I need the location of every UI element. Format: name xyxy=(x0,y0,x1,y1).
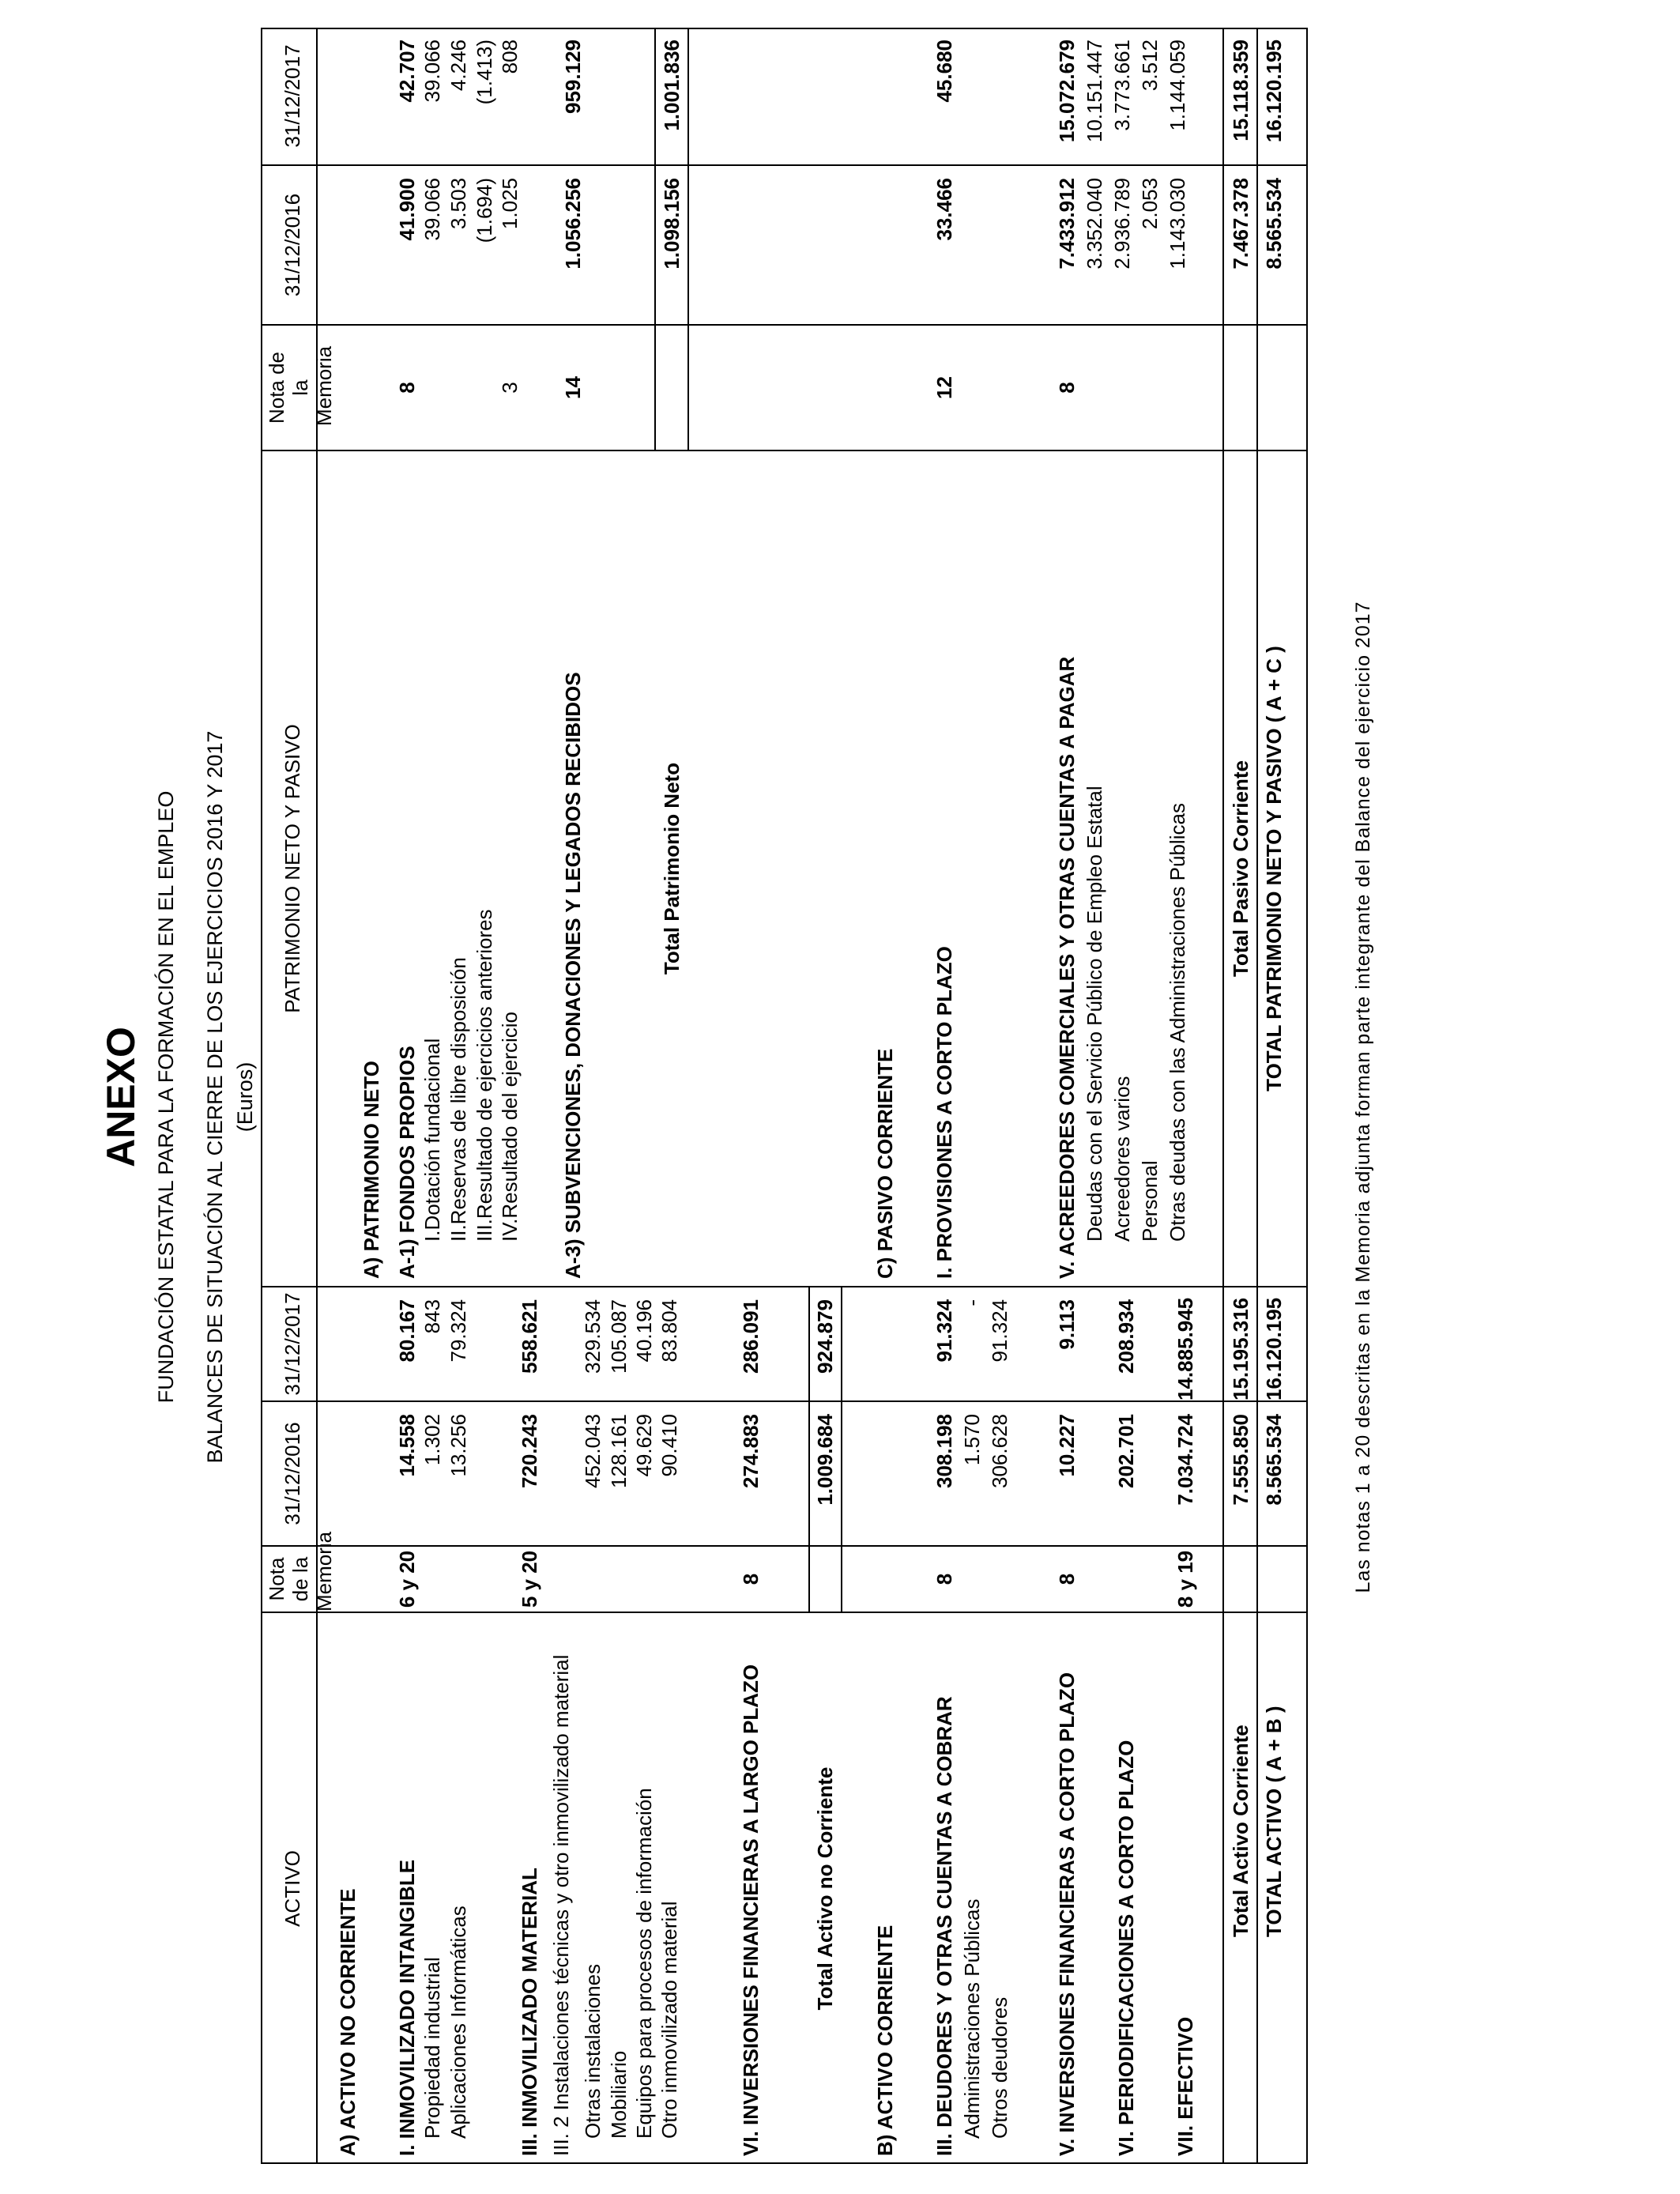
pasivo-row-nota: 8 xyxy=(395,382,419,394)
pasivo-row-2017: 16.120.195 xyxy=(1262,40,1286,143)
pasivo-row-label: TOTAL PATRIMONIO NETO Y PASIVO ( A + C ) xyxy=(1262,646,1286,1091)
pasivo-row-2016: 3.352.040 xyxy=(1083,178,1106,270)
pasivo-row-2017: 959.129 xyxy=(561,40,585,114)
activo-row-label: I. INMOVILIZADO INTANGIBLE xyxy=(395,1859,419,2156)
pasivo-row-2017: 39.066 xyxy=(420,40,444,103)
activo-row-label: III. DEUDORES Y OTRAS CUENTAS A COBRAR xyxy=(932,1696,956,2156)
activo-row-2016: 14.558 xyxy=(395,1414,419,1477)
pasivo-row-2016: 7.467.378 xyxy=(1229,178,1252,270)
activo-row-2017: 924.879 xyxy=(813,1299,837,1374)
activo-2016-header: 31/12/2016 xyxy=(281,1422,304,1525)
pasivo-row-nota: 14 xyxy=(561,376,585,399)
pasivo-row-label: Personal xyxy=(1138,1160,1162,1242)
pasivo-row-2016: 39.066 xyxy=(420,178,444,241)
activo-row-2016: 49.629 xyxy=(632,1414,656,1477)
pasivo-row-2017: 3.512 xyxy=(1138,40,1162,92)
subtotal-line xyxy=(687,28,689,451)
pasivo-row-label: C) PASIVO CORRIENTE xyxy=(873,1048,897,1279)
pasivo-row-2017: 3.773.661 xyxy=(1110,40,1134,131)
pasivo-row-label: Otras deudas con las Administraciones Públicas xyxy=(1166,803,1189,1242)
activo-row-2017: 558.621 xyxy=(518,1299,541,1374)
activo-row-2017: 16.120.195 xyxy=(1262,1297,1286,1400)
pasivo-row-label: A) PATRIMONIO NETO xyxy=(360,1061,383,1279)
activo-row-2017: 286.091 xyxy=(739,1299,763,1374)
pasivo-row-label: IV.Resultado del ejercicio xyxy=(498,1012,522,1242)
pasivo-row-label: I. PROVISIONES A CORTO PLAZO xyxy=(932,946,956,1279)
activo-row-label: Otro inmovilizado material xyxy=(657,1901,681,2139)
pasivo-row-2017: (1.413) xyxy=(473,40,496,105)
activo-row-label: Aplicaciones Informáticas xyxy=(446,1906,470,2139)
pasivo-row-2016: 1.056.256 xyxy=(561,178,585,270)
pasivo-row-label: V. ACREEDORES COMERCIALES Y OTRAS CUENTAS A PAGAR xyxy=(1055,656,1079,1279)
activo-row-nota: 8 y 19 xyxy=(1173,1550,1197,1608)
activo-row-2016: 1.570 xyxy=(960,1414,984,1466)
activo-row-2017: 79.324 xyxy=(446,1299,470,1363)
activo-row-2017: 843 xyxy=(420,1299,444,1334)
pasivo-row-2016: 3.503 xyxy=(446,178,470,230)
activo-row-label: Total Activo Corriente xyxy=(1229,1725,1252,1937)
activo-row-2017: 14.885.945 xyxy=(1173,1297,1197,1400)
pasivo-nota-header: Nota de la Memoria xyxy=(265,345,336,426)
activo-row-2016: 308.198 xyxy=(932,1414,956,1488)
pasivo-row-2017: 15.072.679 xyxy=(1055,40,1079,143)
activo-row-label: B) ACTIVO CORRIENTE xyxy=(873,1924,897,2156)
pasivo-row-2017: 1.144.059 xyxy=(1166,40,1189,131)
pasivo-row-label: Acreedores varios xyxy=(1110,1076,1134,1242)
pasivo-row-2016: 41.900 xyxy=(395,178,419,241)
pasivo-row-label: Total Pasivo Corriente xyxy=(1229,760,1252,978)
activo-row-2017: 15.195.316 xyxy=(1229,1297,1252,1400)
pasivo-2017-header: 31/12/2017 xyxy=(281,44,304,148)
activo-row-2017: 83.804 xyxy=(657,1299,681,1363)
activo-row-label: III. 2 Instalaciones técnicas y otro inmovilizado material xyxy=(549,1654,573,2156)
pasivo-row-2017: 42.707 xyxy=(395,40,419,103)
activo-row-2017: 40.196 xyxy=(632,1299,656,1363)
activo-row-label: Otras instalaciones xyxy=(581,1963,605,2139)
pasivo-row-2017: 4.246 xyxy=(446,40,470,92)
activo-row-2016: 306.628 xyxy=(988,1414,1011,1488)
col-divider-activo-2017 xyxy=(261,1400,1308,1402)
activo-row-label: III. INMOVILIZADO MATERIAL xyxy=(518,1868,541,2156)
pasivo-row-2016: 1.025 xyxy=(498,178,522,230)
col-divider-pasivo-nota xyxy=(261,450,1308,451)
activo-row-nota: 8 xyxy=(739,1573,763,1585)
activo-row-2016: 128.161 xyxy=(607,1414,631,1488)
subtotal-line xyxy=(808,1287,810,1613)
activo-row-2016: 90.410 xyxy=(657,1414,681,1477)
organization-name: FUNDACIÓN ESTATAL PARA LA FORMACIÓN EN EL EMPLEO xyxy=(154,790,178,1404)
activo-row-label: A) ACTIVO NO CORRIENTE xyxy=(336,1888,360,2156)
pasivo-row-2017: 10.151.447 xyxy=(1083,40,1106,143)
subtotal-line xyxy=(654,28,656,451)
activo-row-nota: 8 xyxy=(932,1573,956,1585)
activo-row-2016: 7.034.724 xyxy=(1173,1414,1197,1506)
pasivo-row-nota: 3 xyxy=(498,382,522,394)
activo-nota-header: Nota de la Memoria xyxy=(265,1531,336,1612)
footer-note: Las notas 1 a 20 descritas en la Memoria adjunta forman parte integrante del Balance del ejercicio 2017 xyxy=(1352,601,1374,1593)
activo-row-label: VI. INVERSIONES FINANCIERAS A LARGO PLAZO xyxy=(739,1664,763,2156)
activo-row-label: Propiedad industrial xyxy=(420,1957,444,2139)
pasivo-row-2017: 808 xyxy=(498,40,522,74)
activo-row-label: VII. EFECTIVO xyxy=(1173,2016,1197,2156)
activo-row-2016: 1.302 xyxy=(420,1414,444,1466)
activo-row-2017: 91.324 xyxy=(988,1299,1011,1363)
pasivo-row-2017: 45.680 xyxy=(932,40,956,103)
totals-separator xyxy=(1222,28,1224,2164)
pasivo-row-label: II.Reservas de libre disposición xyxy=(446,957,470,1242)
col-divider-middle xyxy=(261,1286,1308,1287)
pasivo-row-label: Deudas con el Servicio Público de Empleo Estatal xyxy=(1083,786,1106,1242)
activo-row-2017: - xyxy=(960,1299,984,1306)
activo-row-label: Total Activo no Corriente xyxy=(813,1766,837,2011)
activo-row-2017: 80.167 xyxy=(395,1299,419,1363)
col-divider-activo-nota xyxy=(261,1612,1308,1613)
pasivo-header: PATRIMONIO NETO Y PASIVO xyxy=(281,724,304,1013)
pasivo-row-2016: 8.565.534 xyxy=(1262,178,1286,270)
balance-title: BALANCES DE SITUACIÓN AL CIERRE DE LOS EJERCICIOS 2016 Y 2017 xyxy=(203,730,227,1464)
activo-header: ACTIVO xyxy=(281,1850,304,1927)
pasivo-row-2017: 15.118.359 xyxy=(1229,40,1252,141)
pasivo-row-2016: 2.936.789 xyxy=(1110,178,1134,270)
activo-row-label: V. INVERSIONES FINANCIERAS A CORTO PLAZO xyxy=(1055,1672,1079,2156)
page-title: ANEXO xyxy=(99,1027,143,1167)
pasivo-row-label: A-1) FONDOS PROPIOS xyxy=(395,1046,419,1279)
pasivo-row-2016: 1.098.156 xyxy=(660,178,684,270)
pasivo-row-label: I.Dotación fundacional xyxy=(420,1038,444,1242)
pasivo-row-2016: 33.466 xyxy=(932,178,956,241)
activo-row-2016: 10.227 xyxy=(1055,1414,1079,1477)
pasivo-row-label: III.Resultado de ejercicios anteriores xyxy=(473,909,496,1242)
activo-row-label: Equipos para procesos de información xyxy=(632,1788,656,2139)
activo-row-2016: 202.701 xyxy=(1114,1414,1138,1488)
activo-row-label: VI. PERIODIFICACIONES A CORTO PLAZO xyxy=(1114,1740,1138,2156)
activo-row-2016: 452.043 xyxy=(581,1414,605,1488)
pasivo-row-2016: 2.053 xyxy=(1138,178,1162,230)
currency-unit: (Euros) xyxy=(233,1061,257,1133)
activo-row-2016: 720.243 xyxy=(518,1414,541,1488)
activo-row-nota: 8 xyxy=(1055,1573,1079,1585)
activo-row-2016: 13.256 xyxy=(446,1414,470,1477)
activo-row-2016: 7.555.850 xyxy=(1229,1414,1252,1506)
activo-row-nota: 6 y 20 xyxy=(395,1550,419,1608)
pasivo-row-2016: 1.143.030 xyxy=(1166,178,1189,270)
activo-row-label: TOTAL ACTIVO ( A + B ) xyxy=(1262,1706,1286,1937)
pasivo-row-nota: 8 xyxy=(1055,382,1079,394)
activo-row-label: Mobiliario xyxy=(607,2050,631,2139)
activo-row-label: Otros deudores xyxy=(988,1996,1011,2139)
subtotal-line xyxy=(841,1287,842,1613)
pasivo-row-nota: 12 xyxy=(932,376,956,399)
activo-row-2016: 274.883 xyxy=(739,1414,763,1488)
col-divider-pasivo-2017 xyxy=(261,164,1308,166)
activo-row-nota: 5 y 20 xyxy=(518,1550,541,1608)
pasivo-row-2016: 7.433.912 xyxy=(1055,178,1079,270)
totals-separator-2 xyxy=(1256,28,1258,2164)
pasivo-row-label: A-3) SUBVENCIONES, DONACIONES Y LEGADOS RECIBIDOS xyxy=(561,672,585,1279)
activo-row-2017: 329.534 xyxy=(581,1299,605,1374)
activo-row-2016: 8.565.534 xyxy=(1262,1414,1286,1506)
pasivo-row-2016: (1.694) xyxy=(473,178,496,243)
pasivo-row-label: Total Patrimonio Neto xyxy=(660,762,684,975)
activo-row-2016: 1.009.684 xyxy=(813,1414,837,1506)
activo-2017-header: 31/12/2017 xyxy=(281,1292,304,1396)
pasivo-2016-header: 31/12/2016 xyxy=(281,193,304,297)
pasivo-row-2017: 1.001.836 xyxy=(660,40,684,131)
activo-row-2017: 208.934 xyxy=(1114,1299,1138,1374)
activo-row-2017: 105.087 xyxy=(607,1299,631,1374)
activo-row-2017: 91.324 xyxy=(932,1299,956,1363)
activo-row-label: Administraciones Públicas xyxy=(960,1898,984,2139)
activo-row-2017: 9.113 xyxy=(1055,1299,1079,1350)
